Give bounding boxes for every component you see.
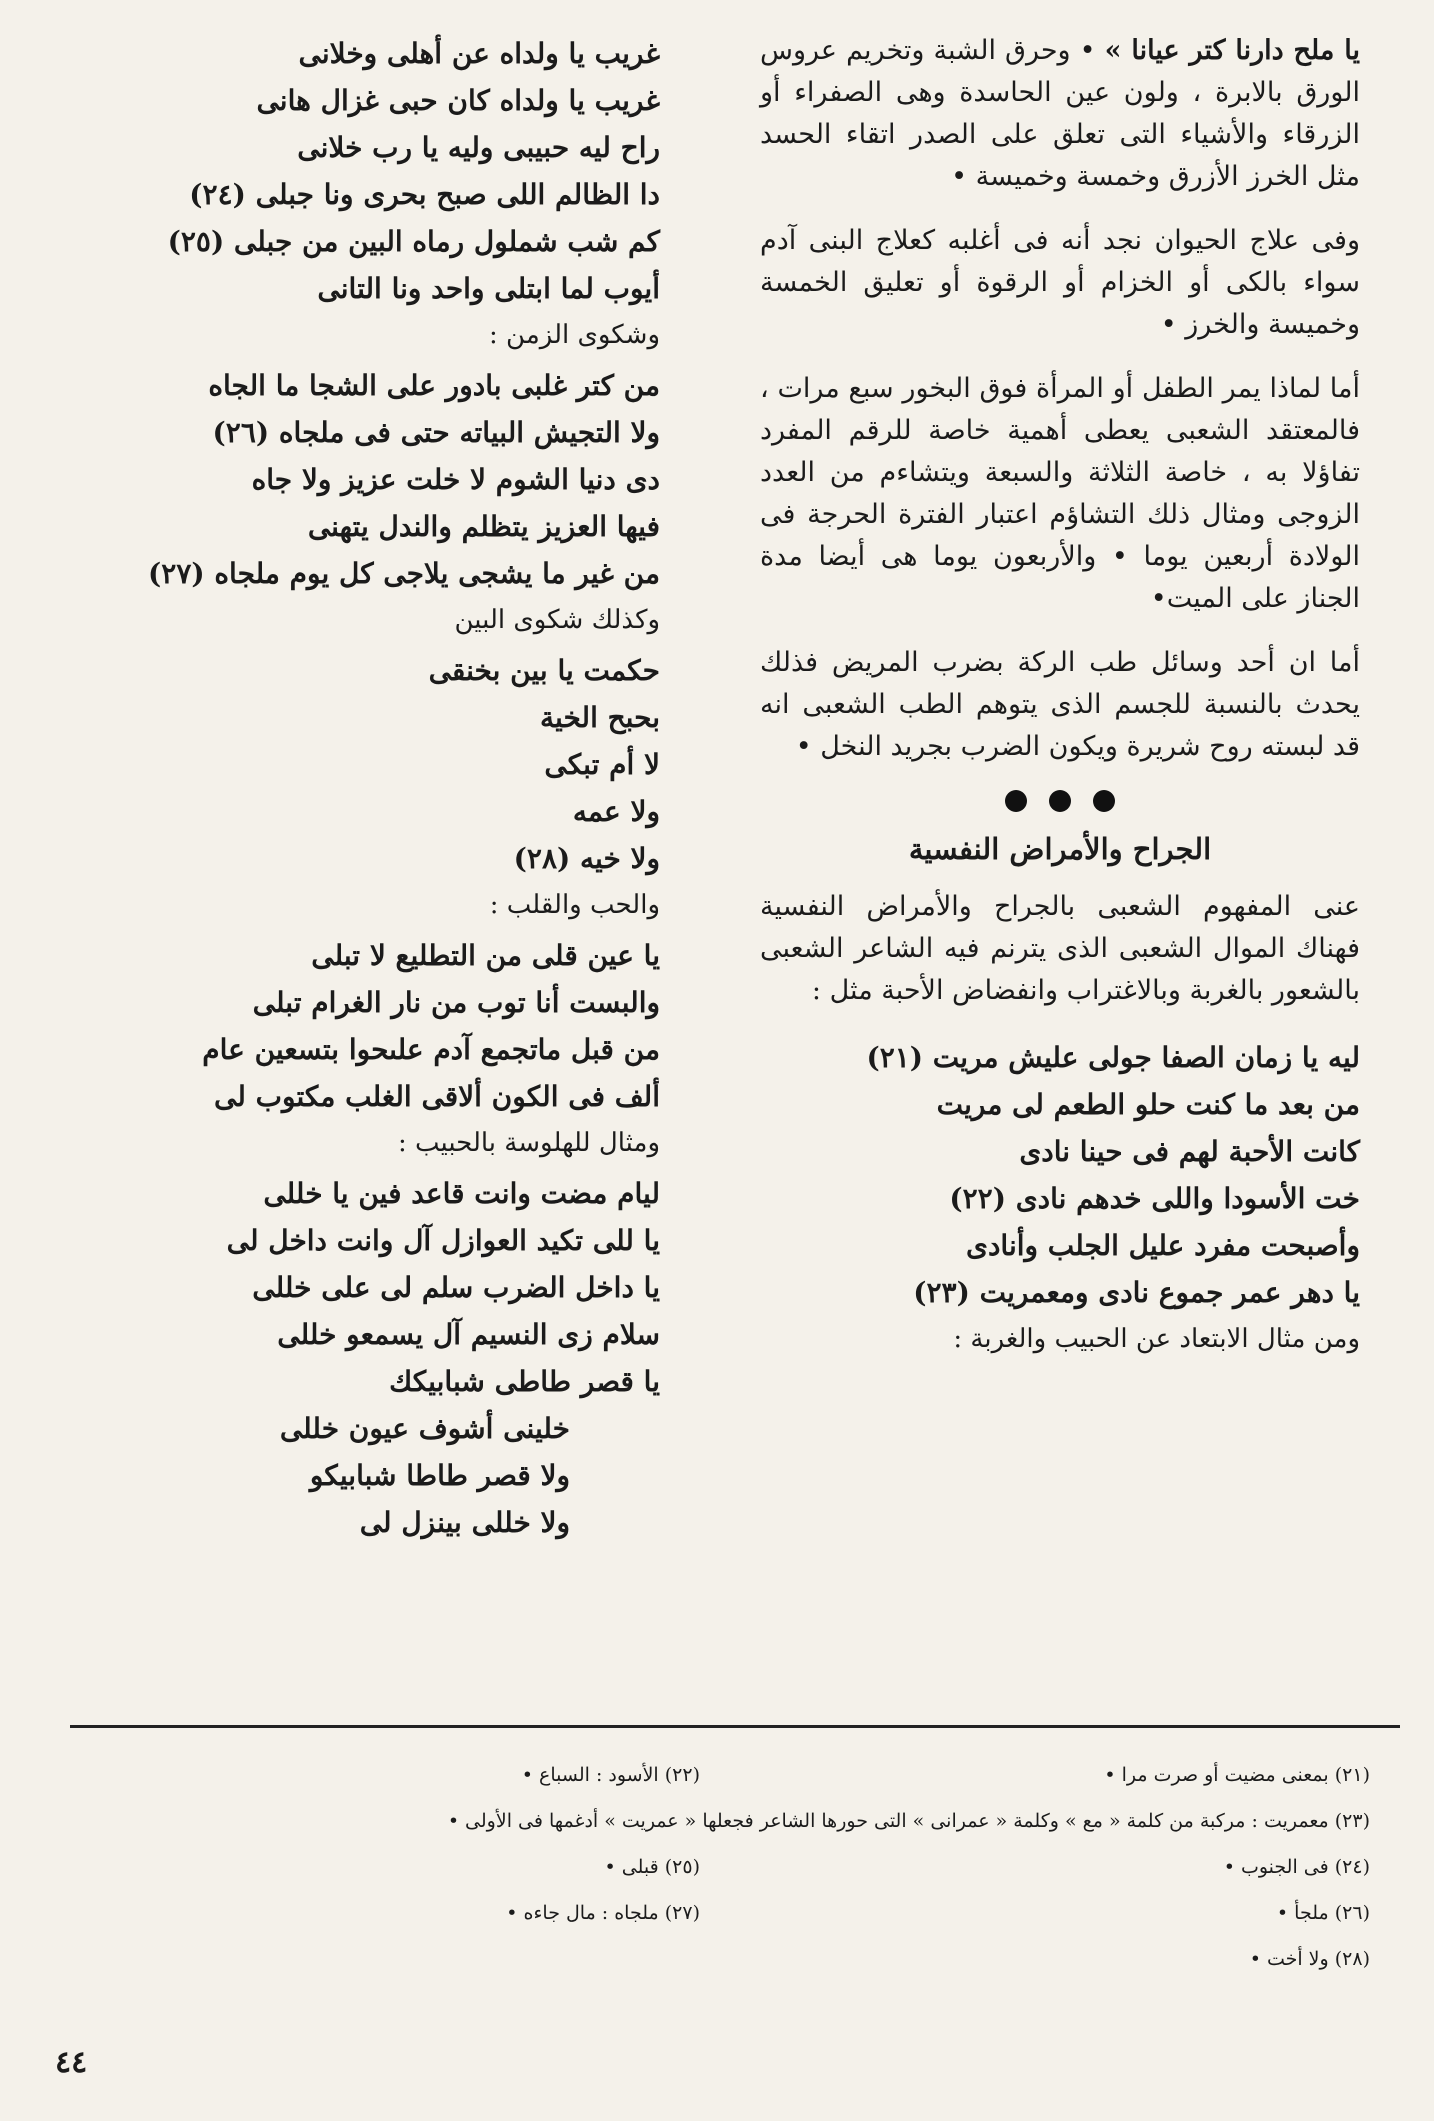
label-time-complaint: وشكوى الزمن : (489, 320, 660, 350)
verse-block-love (60, 932, 660, 1120)
intro-paragraph (760, 30, 1360, 198)
verse-line: غريب يا ولداه عن أهلى وخلانى (298, 37, 660, 70)
verse-line: من قبل ماتجمع آدم علىحوا بتسعين عام (202, 1033, 660, 1066)
intro-bold: يا ملح دارنا كتر عيانا » (1104, 35, 1360, 66)
paragraph-beating: أما ان أحد وسائل طب الركة بضرب المريض فذلك يحدث بالنسبة للجسم الذى يتوهم الطب الشعبى انه قد لبسته روح شريرة ويكون الضرب بجريد النخل • (760, 647, 1360, 762)
verse-line: دى دنيا الشوم لا خلت عزيز ولا جاه (251, 463, 660, 496)
right-column (760, 30, 1360, 1366)
footnote: (٢١) بمعنى مضيت أو صرت مرا • (1104, 1764, 1370, 1786)
verse-block-separation (60, 647, 660, 882)
verse-line: وأصبحت مفرد عليل الجلب وأنادى (966, 1229, 1360, 1262)
verse-line: يا دهر عمر جموع نادى ومعمريت (٢٣) (913, 1276, 1360, 1309)
verse-block-complaint (60, 362, 660, 597)
footnote-divider (70, 1725, 1400, 1728)
verse-line: ولا خللى بينزل لى (359, 1506, 570, 1539)
verse-line: من غير ما يشجى يلاجى كل يوم ملجاه (٢٧) (148, 557, 660, 590)
verse-line: سلام زى النسيم آل يسمعو خللى (277, 1318, 660, 1351)
verse-line: ولا التجيش البياته حتى فى ملجاه (٢٦) (212, 416, 660, 449)
dot-icon (1049, 790, 1071, 812)
verse-block-stranger (60, 30, 660, 312)
verse-line: يا قصر طاطى شبابيكك (389, 1365, 660, 1398)
verse-line: يا داخل الضرب سلم لى على خللى (252, 1271, 660, 1304)
footnote: (٢٥) قبلى • (604, 1856, 700, 1878)
verse-line: من كتر غلبى بادور على الشجا ما الجاه (208, 369, 660, 402)
footnote: (٢٤) فى الجنوب • (1223, 1856, 1370, 1878)
verse-line: يا للى تكيد العوازل آل وانت داخل لى (226, 1224, 660, 1257)
verse-line: ليام مضت وانت قاعد فين يا خللى (263, 1177, 660, 1210)
verse-line: من بعد ما كنت حلو الطعم لى مريت (936, 1088, 1360, 1121)
label-hallucination: ومثال للهلوسة بالحبيب : (397, 1128, 660, 1158)
verse-line: راح ليه حبيبى وليه يا رب خلانى (297, 131, 660, 164)
section-heading: الجراح والأمراض النفسية (908, 832, 1212, 866)
verse-line: خلينى أشوف عيون خللى (279, 1412, 570, 1445)
verse-line: دا الظالم اللى صبح بحرى ونا جبلى (٢٤) (189, 178, 660, 211)
closing-line: ومن مثال الابتعاد عن الحبيب والغربة : (953, 1324, 1360, 1354)
footnote: (٢٦) ملجأ • (1276, 1902, 1370, 1924)
verse-line: ولا قصر طاطا شبابيكو (309, 1459, 570, 1492)
paragraph-incense: أما لماذا يمر الطفل أو المرأة فوق البخور سبع مرات ، فالمعتقد الشعبى يعطى أهمية خاصة للرقم المفرد تفاؤلا به ، خاصة الثلاثة والسبعة ويتشاءم من العدد الزوجى ومثال ذلك التشاؤم اعتبار الفترة الحرجة فى الولادة أربعين يوما • والأربعون يوما هى أيضا مدة الجناز على الميت• (760, 373, 1360, 614)
verse-block-hallucination (60, 1170, 660, 1405)
verse-block-window (60, 1405, 570, 1546)
dot-icon (1093, 790, 1115, 812)
footnote: (٢٣) معمريت : مركبة من كلمة « مع » وكلمة « عمرانى » التى حورها الشاعر فجعلها « عمريت » أدغمها فى الأولى • (447, 1810, 1370, 1832)
verse-line: بحبح الخية (540, 701, 660, 734)
verse-line: كم شب شملول رماه البين من جبلى (٢٥) (167, 225, 660, 258)
page-number: ٤٤ (55, 2045, 88, 2080)
verse-line: والبست أنا توب من نار الغرام تبلى (252, 986, 660, 1019)
footnote: (٢٨) ولا أخت • (1249, 1948, 1370, 1970)
verse-line: فيها العزيز يتظلم والندل يتهنى (307, 510, 660, 543)
verse-line: ولا خيه (٢٨) (513, 842, 660, 875)
verse-line: غريب يا ولداه كان حبى غزال هانى (256, 84, 660, 117)
verse-block-time (760, 1034, 1360, 1316)
footnote: (٢٧) ملجاه : مال جاءه • (506, 1902, 700, 1924)
label-love-heart: والحب والقلب : (489, 890, 660, 920)
verse-line: حكمت يا بين بخنقى (428, 654, 660, 687)
dot-icon (1005, 790, 1027, 812)
verse-line: لا أم تبكى (544, 748, 660, 781)
verse-line: ولا عمه (572, 795, 660, 828)
intro-rest: • وحرق الشبة وتخريم عروس الورق بالابرة ، ولون عين الحاسدة وهى الصفراء أو الزرقاء والأشياء التى تعلق على الصدر اتقاء الحسد مثل الخرز الأزرق وخمسة وخميسة • (760, 35, 1360, 192)
paragraph-wounds: عنى المفهوم الشعبى بالجراح والأمراض النفسية فهناك الموال الشعبى الذى يترنم فيه الشاعر الشعبى بالشعور بالغربة وبالاغتراب وانفضاض الأحبة مثل : (760, 891, 1360, 1006)
verse-line: ليه يا زمان الصفا جولى عليش مريت (٢١) (866, 1041, 1360, 1074)
verse-line: يا عين قلى من التطليع لا تبلى (311, 939, 660, 972)
footnote: (٢٢) الأسود : السباع • (521, 1764, 700, 1786)
paragraph-animal-treatment: وفى علاج الحيوان نجد أنه فى أغلبه كعلاج البنى آدم سواء بالكى أو الخزام أو الرقوة أو تعليق الخمسة وخميسة والخرز • (760, 225, 1360, 340)
verse-line: كانت الأحبة لهم فى حينا نادى (1019, 1135, 1360, 1168)
verse-line: ألف فى الكون ألاقى الغلب مكتوب لى (214, 1080, 660, 1113)
verse-line: أيوب لما ابتلى واحد ونا التانى (317, 272, 660, 305)
left-column (60, 30, 660, 1546)
verse-line: خت الأسودا واللى خدهم نادى (٢٢) (949, 1182, 1360, 1215)
label-separation: وكذلك شكوى البين (454, 605, 660, 635)
section-separator (760, 790, 1360, 812)
